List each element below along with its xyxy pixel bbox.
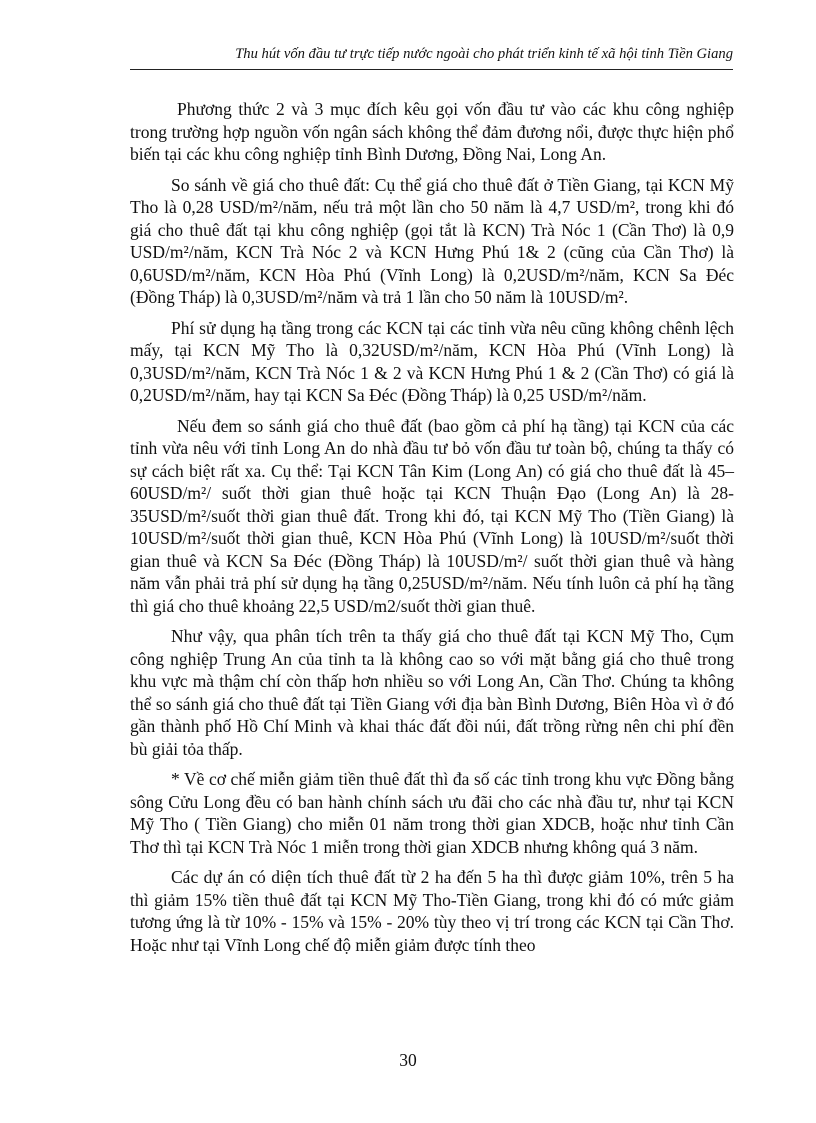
page-body [130,98,734,964]
paragraph-3: Phí sử dụng hạ tầng trong các KCN tại các tỉnh vừa nêu cũng không chênh lệch mấy, tại KCN Mỹ Tho là 0,32USD/m²/năm, KCN Hòa Phú (Vĩnh Long) là 0,3USD/m²/năm, KCN Trà Nóc 1 & 2 và KCN Hưng Phú 1 & 2 (Cần Thơ) có giá là 0,2USD/m²/năm, hay tại KCN Sa Đéc (Đồng Tháp) là 0,25 USD/m²/năm. [130,317,734,405]
running-header: Thu hút vốn đầu tư trực tiếp nước ngoài cho phát triển kinh tế xã hội tỉnh Tiền Giang [235,46,733,62]
paragraph-5: Như vậy, qua phân tích trên ta thấy giá cho thuê đất tại KCN Mỹ Tho, Cụm công nghiệp Trung An của tỉnh ta là không cao so với mặt bằng giá cho thuê trong khu vực mà thậm chí còn thấp hơn nhiều so với Long An, Cần Thơ. Chúng ta không thể so sánh giá cho thuê đất tại Tiền Giang với địa bàn Bình Dương, Biên Hòa vì ở đó gần thành phố Hồ Chí Minh và khai thác đất đồi núi, đất trồng rừng nên chi phí đền bù giải tỏa thấp. [130,626,734,759]
paragraph-2: So sánh về giá cho thuê đất: Cụ thể giá cho thuê đất ở Tiền Giang, tại KCN Mỹ Tho là 0,28 USD/m²/năm, nếu trả một lần cho 50 năm là 4,7 USD/m², trong khi đó giá cho thuê đất tại khu công nghiệp (gọi tắt là KCN) Trà Nóc 1 (Cần Thơ) là 0,9 USD/m²/năm, KCN Trà Nóc 2 và KCN Hưng Phú 1& 2 (cũng của Cần Thơ) là 0,6USD/m²/năm, KCN Hòa Phú (Vĩnh Long) là 0,2USD/m²/năm, KCN Sa Đéc (Đồng Tháp) là 0,3USD/m²/năm và trả 1 lần cho 50 năm là 10USD/m². [130,174,734,307]
header-rule [130,69,733,70]
paragraph-7: Các dự án có diện tích thuê đất từ 2 ha đến 5 ha thì được giảm 10%, trên 5 ha thì giảm 15% tiền thuê đất tại KCN Mỹ Tho-Tiền Giang, trong khi đó có mức giảm tương ứng là từ 10% - 15% và 15% - 20% tùy theo vị trí trong các KCN tại Cần Thơ. Hoặc như tại Vĩnh Long chế độ miễn giảm được tính theo [130,867,734,955]
paragraph-4: Nếu đem so sánh giá cho thuê đất (bao gồm cả phí hạ tầng) tại KCN của các tỉnh vừa nêu với tỉnh Long An do nhà đầu tư bỏ vốn đầu tư toàn bộ, chúng ta thấy có sự cách biệt rất xa. Cụ thể: Tại KCN Tân Kim (Long An) có giá cho thuê đất là 45–60USD/m²/ suốt thời gian thuê hoặc tại KCN Thuận Đạo (Long An) là 28- 35USD/m²/suốt thời gian thuê đất. Trong khi đó, tại KCN Mỹ Tho (Tiền Giang) là 10USD/m²/suốt thời gian thuê, KCN Hòa Phú (Vĩnh Long) là 10USD/m²/suốt thời gian thuê và KCN Sa Đéc (Đồng Tháp) là 10USD/m²/ suốt thời gian thuê và hàng năm vẫn phải trả phí sử dụng hạ tầng 0,25USD/m²/năm. Nếu tính luôn cả phí hạ tầng thì giá cho thuê khoảng 22,5 USD/m2/suốt thời gian thuê. [130,415,734,616]
paragraph-6: * Về cơ chế miễn giảm tiền thuê đất thì đa số các tỉnh trong khu vực Đồng bằng sông Cửu Long đều có ban hành chính sách ưu đãi cho các nhà đầu tư, như tại KCN Mỹ Tho ( Tiền Giang) cho miễn 01 năm trong thời gian XDCB, hoặc như tỉnh Cần Thơ thì tại KCN Trà Nóc 1 miễn trong thời gian XDCB nhưng không quá 3 năm. [130,769,734,857]
paragraph-1: Phương thức 2 và 3 mục đích kêu gọi vốn đầu tư vào các khu công nghiệp trong trường hợp nguồn vốn ngân sách không thể đảm đương nổi, được thực hiện phổ biến tại các khu công nghiệp tỉnh Bình Dương, Đồng Nai, Long An. [130,99,734,164]
page-number: 30 [399,1050,417,1070]
